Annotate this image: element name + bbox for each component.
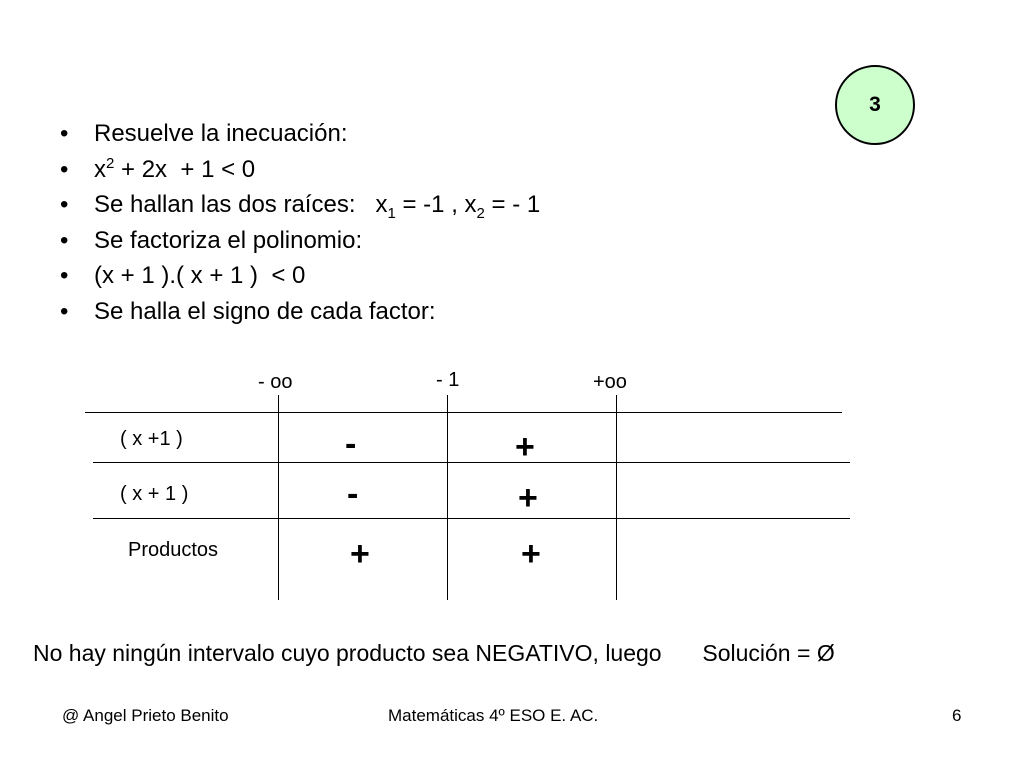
bullet-list [60, 116, 540, 329]
slide-number-badge [835, 65, 915, 145]
bullet-item: • Se factoriza el polinomio: [60, 223, 540, 259]
table-line-top [85, 412, 842, 413]
footer-page-number: 6 [952, 706, 962, 725]
header-plus-infinity: +oo [593, 371, 627, 393]
sign-row1-right: + [515, 428, 535, 466]
footer-course: Matemáticas 4º ESO E. AC. [388, 706, 599, 725]
bullet-dot: • [60, 297, 69, 325]
bullet-dot: • [60, 120, 69, 147]
bullet-item: • Se halla el signo de cada factor: [60, 294, 540, 330]
bullet-dot: • [60, 262, 69, 289]
row-label-factor-1: ( x +1 ) [120, 428, 183, 450]
row-label-products: Productos [128, 539, 219, 561]
table-line-row2 [93, 518, 850, 519]
sign-row1-left: - [345, 425, 357, 463]
bullet-dot: • [60, 226, 69, 254]
header-minus-infinity: - oo [258, 371, 293, 393]
header-root: - 1 [436, 369, 460, 391]
sign-row3-left: + [350, 535, 370, 573]
conclusion [33, 640, 835, 667]
footer-author: @ Angel Prieto Benito [62, 706, 229, 725]
bullet-item: • $x^2 + 2x + 1 < 0$ [60, 152, 540, 188]
table-line-row1 [93, 462, 850, 463]
bullet-item: • (x + 1 ).( x + 1 ) < 0 [60, 258, 540, 294]
bullet-dot: • [60, 191, 69, 218]
sign-row3-right: + [521, 535, 541, 573]
row-label-factor-2: ( x + 1 ) [120, 483, 189, 505]
solution-text: Solución = Ø [702, 640, 835, 666]
table-divider-right [616, 395, 617, 600]
conclusion-text: No hay ningún intervalo cuyo producto sea NEGATIVO, luego [33, 640, 662, 666]
slide-number: 3 [869, 93, 881, 116]
table-divider-left [278, 395, 279, 600]
sign-row2-left: - [347, 475, 359, 513]
sign-row2-right: + [518, 479, 538, 517]
bullet-item: • Se hallan las dos raíces: $x_1 = -1$ , $x_2$ = - 1 [60, 187, 540, 223]
bullet-item: • Resuelve la inecuación: [60, 116, 540, 152]
bullet-dot: • [60, 155, 69, 183]
table-divider-middle [447, 395, 448, 600]
